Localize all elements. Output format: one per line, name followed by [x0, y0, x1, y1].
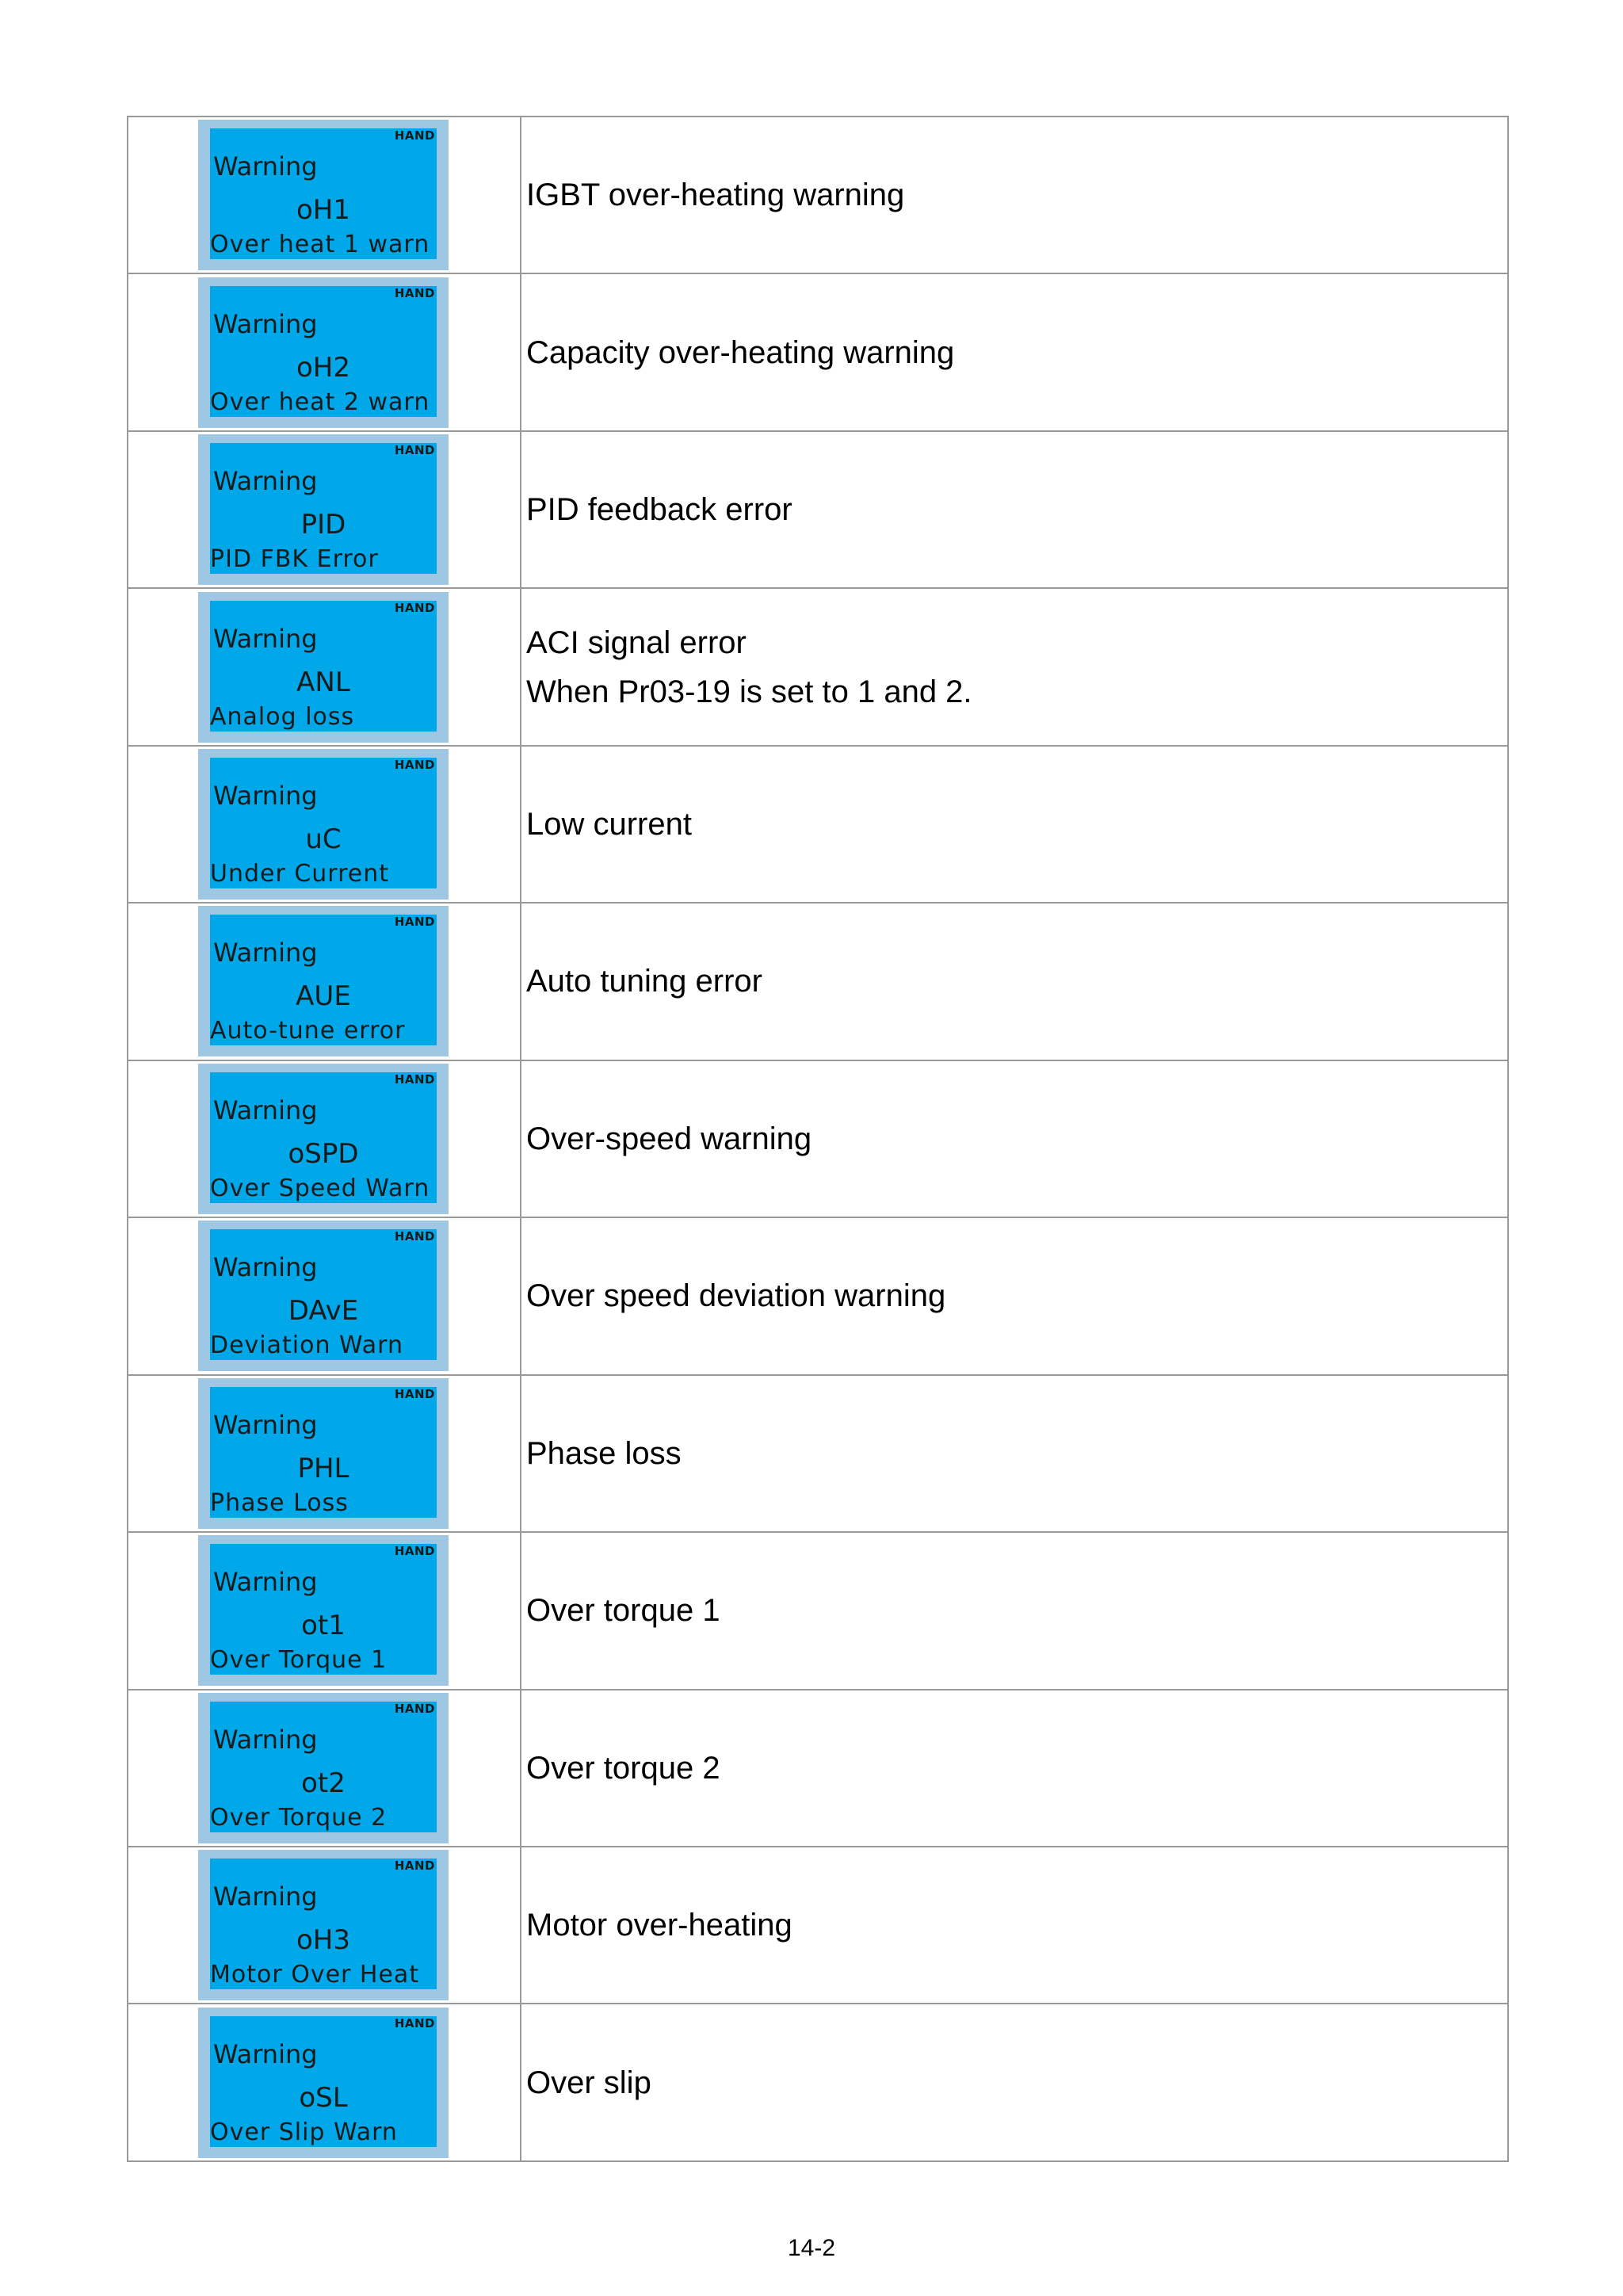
warning-table [127, 116, 1509, 2162]
table-row [128, 2004, 1508, 2161]
lcd-screen [210, 1072, 437, 1203]
lcd-cell [128, 117, 521, 273]
lcd-hand-indicator: HAND [394, 443, 435, 458]
lcd-screen [210, 1544, 437, 1675]
lcd-warning-label: Warning [213, 1095, 318, 1125]
lcd-warning-message: Phase Loss [210, 1488, 349, 1517]
lcd-warning-code: PID [300, 509, 346, 541]
description-cell [521, 1690, 1508, 1847]
lcd-display [198, 1221, 449, 1371]
lcd-cell [128, 588, 521, 745]
lcd-warning-code: PHL [297, 1452, 349, 1484]
description-text: Motor over-heating [526, 1908, 792, 1943]
lcd-display [198, 434, 449, 585]
lcd-cell [128, 1532, 521, 1689]
lcd-screen [210, 601, 437, 732]
description-text: ACI signal error [526, 625, 747, 660]
lcd-hand-indicator: HAND [394, 1701, 435, 1716]
lcd-warning-label: Warning [213, 1409, 318, 1440]
lcd-warning-message: Over Torque 2 [210, 1803, 388, 1832]
lcd-screen [210, 2016, 437, 2147]
lcd-warning-code: oSL [299, 2081, 348, 2114]
warning-table-body [128, 117, 1508, 2161]
table-row [128, 1217, 1508, 1374]
lcd-warning-message: Deviation Warn [210, 1331, 403, 1360]
table-row [128, 1532, 1508, 1689]
lcd-screen [210, 1702, 437, 1832]
lcd-warning-message: PID FBK Error [210, 545, 379, 574]
table-row [128, 431, 1508, 588]
lcd-cell [128, 273, 521, 430]
lcd-warning-code: DAvE [288, 1295, 359, 1328]
lcd-cell [128, 746, 521, 903]
lcd-warning-label: Warning [213, 466, 318, 497]
lcd-screen [210, 915, 437, 1045]
lcd-hand-indicator: HAND [394, 1386, 435, 1401]
lcd-screen [210, 286, 437, 417]
lcd-cell [128, 1690, 521, 1847]
lcd-hand-indicator: HAND [394, 1072, 435, 1087]
lcd-warning-code: ot1 [301, 1610, 346, 1642]
lcd-warning-code: oH3 [296, 1924, 350, 1957]
lcd-screen [210, 443, 437, 574]
lcd-warning-code: ANL [296, 666, 350, 698]
lcd-warning-label: Warning [213, 1724, 318, 1755]
lcd-cell [128, 431, 521, 588]
lcd-warning-message: Over Torque 1 [210, 1646, 388, 1675]
lcd-display [198, 749, 449, 900]
lcd-warning-label: Warning [213, 1252, 318, 1283]
lcd-warning-message: Over heat 1 warn [210, 231, 430, 259]
lcd-warning-label: Warning [213, 308, 318, 339]
lcd-display [198, 592, 449, 743]
lcd-screen [210, 758, 437, 888]
description-cell [521, 431, 1508, 588]
table-row [128, 273, 1508, 430]
lcd-screen [210, 1387, 437, 1518]
lcd-display [198, 906, 449, 1056]
description-text: Capacity over-heating warning [526, 334, 955, 370]
description-text: Over slip [526, 2065, 651, 2100]
description-text: Over torque 2 [526, 1750, 720, 1786]
description-text: Over-speed warning [526, 1121, 812, 1156]
lcd-display [198, 1850, 449, 2000]
lcd-warning-label: Warning [213, 1881, 318, 1912]
lcd-hand-indicator: HAND [394, 758, 435, 773]
description-cell [521, 1847, 1508, 2004]
page-number: 14-2 [787, 2235, 836, 2261]
lcd-warning-message: Analog loss [210, 702, 355, 731]
lcd-cell [128, 2004, 521, 2161]
description-cell [521, 1217, 1508, 1374]
description-cell [521, 273, 1508, 430]
table-row [128, 1690, 1508, 1847]
lcd-warning-message: Auto-tune error [210, 1017, 406, 1045]
lcd-hand-indicator: HAND [394, 915, 435, 930]
table-row [128, 588, 1508, 745]
lcd-warning-label: Warning [213, 781, 318, 812]
lcd-warning-message: Under Current [210, 860, 390, 888]
lcd-warning-label: Warning [213, 1567, 318, 1598]
lcd-warning-code: oH1 [296, 194, 350, 227]
lcd-display [198, 1378, 449, 1529]
lcd-warning-label: Warning [213, 623, 318, 654]
table-row [128, 1847, 1508, 2004]
table-row [128, 746, 1508, 903]
description-cell [521, 2004, 1508, 2161]
lcd-warning-message: Motor Over Heat [210, 1961, 420, 1989]
lcd-warning-label: Warning [213, 151, 318, 182]
lcd-warning-code: uC [305, 823, 342, 856]
description-text: Auto tuning error [526, 964, 762, 999]
lcd-warning-label: Warning [213, 2038, 318, 2069]
lcd-warning-code: oSPD [288, 1137, 359, 1170]
lcd-warning-code: oH2 [296, 351, 350, 384]
description-cell [521, 1060, 1508, 1217]
lcd-hand-indicator: HAND [394, 285, 435, 300]
lcd-screen [210, 1229, 437, 1360]
lcd-screen [210, 128, 437, 259]
lcd-hand-indicator: HAND [394, 1544, 435, 1559]
lcd-warning-message: Over Speed Warn [210, 1174, 430, 1202]
lcd-screen [210, 1859, 437, 1989]
lcd-display [198, 1693, 449, 1843]
lcd-display [198, 120, 449, 270]
description-text: Over speed deviation warning [526, 1278, 946, 1314]
description-cell [521, 746, 1508, 903]
lcd-warning-message: Over Slip Warn [210, 2118, 398, 2146]
table-row [128, 903, 1508, 1060]
description-cell [521, 903, 1508, 1060]
description-cell [521, 1375, 1508, 1532]
description-cell [521, 1532, 1508, 1689]
description-cell [521, 117, 1508, 273]
lcd-hand-indicator: HAND [394, 1229, 435, 1244]
lcd-warning-label: Warning [213, 938, 318, 968]
description-text: Low current [526, 807, 692, 842]
lcd-hand-indicator: HAND [394, 600, 435, 615]
table-row [128, 1375, 1508, 1532]
lcd-cell [128, 1375, 521, 1532]
lcd-hand-indicator: HAND [394, 128, 435, 143]
description-text: When Pr03-19 is set to 1 and 2. [526, 674, 972, 709]
lcd-display [198, 2008, 449, 2158]
lcd-hand-indicator: HAND [394, 1859, 435, 1874]
description-text: Over torque 1 [526, 1593, 720, 1629]
lcd-cell [128, 903, 521, 1060]
lcd-cell [128, 1217, 521, 1374]
lcd-display [198, 1064, 449, 1214]
lcd-display [198, 1535, 449, 1686]
lcd-cell [128, 1060, 521, 1217]
lcd-hand-indicator: HAND [394, 2015, 435, 2030]
lcd-warning-code: ot2 [301, 1767, 346, 1799]
table-row [128, 1060, 1508, 1217]
description-text: PID feedback error [526, 492, 792, 528]
description-text: Phase loss [526, 1435, 682, 1471]
lcd-cell [128, 1847, 521, 2004]
description-text: IGBT over-heating warning [526, 178, 905, 213]
lcd-warning-message: Over heat 2 warn [210, 388, 430, 416]
lcd-display [198, 277, 449, 428]
table-row [128, 117, 1508, 273]
description-cell [521, 588, 1508, 745]
lcd-warning-code: AUE [296, 980, 351, 1013]
